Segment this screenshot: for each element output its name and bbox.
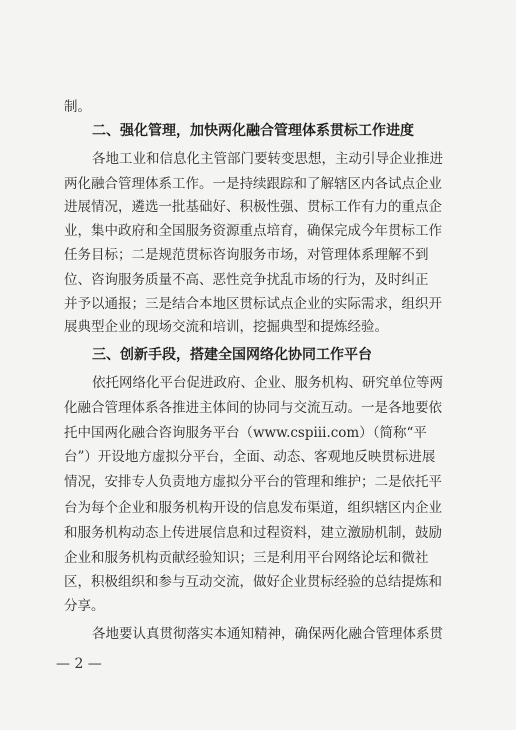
body-line-12: 托中国两化融合咨询服务平台（www.cspiii.com）（简称“平	[64, 425, 427, 441]
page-number: — 2 —	[56, 656, 102, 672]
body-line-4: 进展情况，遴选一批基础好、积极性强、贯标工作有力的重点企	[64, 199, 442, 215]
body-line-2: 各地工业和信息化主管部门要转变思想，主动引导企业推进	[92, 151, 443, 167]
body-line-14: 情况，安排专人负责地方虚拟分平台的管理和维护；二是依托平	[64, 474, 442, 490]
body-line-1: 制。	[64, 99, 91, 115]
section-heading-3: 三、创新手段，搭建全国网络化协同工作平台	[92, 347, 372, 363]
body-line-16: 和服务机构动态上传进展信息和过程资料，建立激励机制，鼓励	[64, 525, 442, 541]
body-line-19: 分享。	[64, 598, 105, 614]
body-line-18: 区，积极组织和参与互动交流，做好企业贯标经验的总结提炼和	[64, 574, 442, 590]
section-heading-2: 二、强化管理，加快两化融合管理体系贯标工作进度	[92, 123, 414, 139]
body-line-15: 台为每个企业和服务机构开设的信息发布渠道，组织辖区内企业	[64, 500, 442, 516]
body-line-9: 展典型企业的现场交流和培训，挖掘典型和提炼经验。	[64, 319, 388, 335]
body-line-13: 台”）开设地方虚拟分平台，全面、动态、客观地反映贯标进展	[64, 449, 436, 465]
body-line-7: 位、咨询服务质量不高、恶性竞争扰乱市场的行为，及时纠正	[64, 272, 429, 288]
body-line-17: 企业和服务机构贡献经验知识；三是利用平台网络论坛和微社	[64, 550, 429, 566]
body-line-5: 业，集中政府和全国服务资源重点培育，确保完成今年贯标工作	[64, 223, 442, 239]
body-line-3: 两化融合管理体系工作。一是持续跟踪和了解辖区内各试点企业	[64, 176, 442, 192]
body-line-20: 各地要认真贯彻落实本通知精神，确保两化融合管理体系贯	[92, 626, 443, 642]
body-line-11: 化融合管理体系各推进主体间的协同与交流互动。一是各地要依	[64, 400, 442, 416]
body-line-8: 并予以通报；三是结合本地区贯标试点企业的实际需求，组织开	[64, 296, 442, 312]
body-line-10: 依托网络化平台促进政府、企业、服务机构、研究单位等两	[92, 375, 443, 391]
body-line-6: 任务目标；二是规范贯标咨询服务市场，对管理体系理解不到	[64, 247, 429, 263]
